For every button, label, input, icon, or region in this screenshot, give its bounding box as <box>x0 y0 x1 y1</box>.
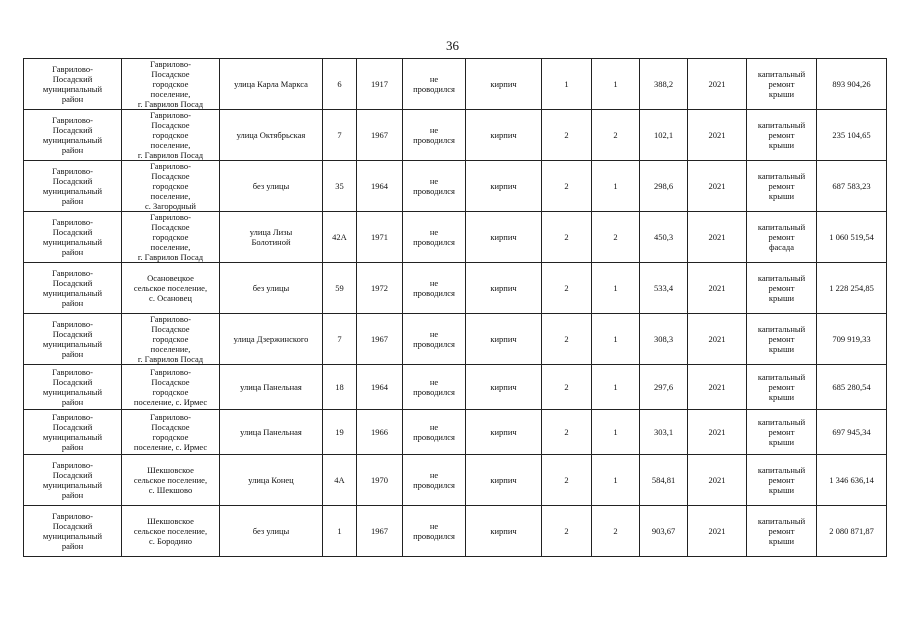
plan-year-cell: 2021 <box>688 410 747 455</box>
cost-cell: 1 228 254,85 <box>817 263 887 314</box>
district-cell: Гаврилово- Посадский муниципальный район <box>24 314 122 365</box>
settlement-cell: Гаврилово- Посадское городское поселение, г. Гаврилов Посад <box>122 110 220 161</box>
floors-cell: 2 <box>542 263 592 314</box>
build-year-cell: 1971 <box>357 212 403 263</box>
wall-material-cell: кирпич <box>466 506 542 557</box>
cost-cell: 687 583,23 <box>817 161 887 212</box>
house-number-cell: 7 <box>323 314 357 365</box>
cost-cell: 893 904,26 <box>817 59 887 110</box>
entrances-cell: 2 <box>592 506 640 557</box>
table-row <box>24 59 887 110</box>
work-type-cell: капитальный ремонт крыши <box>747 455 817 506</box>
plan-year-cell: 2021 <box>688 161 747 212</box>
settlement-cell: Гаврилово- Посадское городское поселение, с. Ирмес <box>122 410 220 455</box>
district-cell: Гаврилово- Посадский муниципальный район <box>24 59 122 110</box>
street-cell: без улицы <box>220 506 323 557</box>
plan-year-cell: 2021 <box>688 59 747 110</box>
build-year-cell: 1970 <box>357 455 403 506</box>
area-cell: 450,3 <box>640 212 688 263</box>
settlement-cell: Гаврилово- Посадское городское поселение, г. Гаврилов Посад <box>122 59 220 110</box>
cost-cell: 709 919,33 <box>817 314 887 365</box>
street-cell: улица Конец <box>220 455 323 506</box>
entrances-cell: 1 <box>592 314 640 365</box>
table-row <box>24 455 887 506</box>
house-number-cell: 18 <box>323 365 357 410</box>
work-type-cell: капитальный ремонт крыши <box>747 59 817 110</box>
table-row <box>24 314 887 365</box>
street-cell: без улицы <box>220 263 323 314</box>
street-cell: улица Дзержинского <box>220 314 323 365</box>
capital-repair-table <box>23 58 887 557</box>
entrances-cell: 1 <box>592 263 640 314</box>
wall-material-cell: кирпич <box>466 314 542 365</box>
plan-year-cell: 2021 <box>688 506 747 557</box>
area-cell: 102,1 <box>640 110 688 161</box>
entrances-cell: 1 <box>592 161 640 212</box>
wall-material-cell: кирпич <box>466 410 542 455</box>
privatization-cell: не проводился <box>403 110 466 161</box>
cost-cell: 235 104,65 <box>817 110 887 161</box>
build-year-cell: 1972 <box>357 263 403 314</box>
privatization-cell: не проводился <box>403 314 466 365</box>
cost-cell: 697 945,34 <box>817 410 887 455</box>
district-cell: Гаврилово- Посадский муниципальный район <box>24 506 122 557</box>
street-cell: улица Карла Маркса <box>220 59 323 110</box>
privatization-cell: не проводился <box>403 212 466 263</box>
work-type-cell: капитальный ремонт крыши <box>747 263 817 314</box>
build-year-cell: 1967 <box>357 506 403 557</box>
house-number-cell: 19 <box>323 410 357 455</box>
privatization-cell: не проводился <box>403 263 466 314</box>
cost-cell: 685 280,54 <box>817 365 887 410</box>
table-row <box>24 365 887 410</box>
floors-cell: 2 <box>542 314 592 365</box>
house-number-cell: 59 <box>323 263 357 314</box>
privatization-cell: не проводился <box>403 59 466 110</box>
floors-cell: 1 <box>542 59 592 110</box>
build-year-cell: 1964 <box>357 161 403 212</box>
street-cell: улица Октябрьская <box>220 110 323 161</box>
table-row <box>24 506 887 557</box>
floors-cell: 2 <box>542 410 592 455</box>
work-type-cell: капитальный ремонт крыши <box>747 410 817 455</box>
district-cell: Гаврилово- Посадский муниципальный район <box>24 161 122 212</box>
area-cell: 584,81 <box>640 455 688 506</box>
house-number-cell: 35 <box>323 161 357 212</box>
work-type-cell: капитальный ремонт крыши <box>747 365 817 410</box>
entrances-cell: 2 <box>592 212 640 263</box>
privatization-cell: не проводился <box>403 410 466 455</box>
table-row <box>24 161 887 212</box>
entrances-cell: 2 <box>592 110 640 161</box>
settlement-cell: Гаврилово- Посадское городское поселение, с. Загородный <box>122 161 220 212</box>
floors-cell: 2 <box>542 161 592 212</box>
settlement-cell: Осановецкое сельское поселение, с. Осановец <box>122 263 220 314</box>
street-cell: улица Панельная <box>220 365 323 410</box>
entrances-cell: 1 <box>592 59 640 110</box>
plan-year-cell: 2021 <box>688 110 747 161</box>
district-cell: Гаврилово- Посадский муниципальный район <box>24 455 122 506</box>
table-row <box>24 263 887 314</box>
house-number-cell: 7 <box>323 110 357 161</box>
street-cell: улица Лизы Болотиной <box>220 212 323 263</box>
wall-material-cell: кирпич <box>466 365 542 410</box>
plan-year-cell: 2021 <box>688 263 747 314</box>
cost-cell: 2 080 871,87 <box>817 506 887 557</box>
area-cell: 533,4 <box>640 263 688 314</box>
build-year-cell: 1917 <box>357 59 403 110</box>
table-row <box>24 410 887 455</box>
area-cell: 388,2 <box>640 59 688 110</box>
entrances-cell: 1 <box>592 410 640 455</box>
work-type-cell: капитальный ремонт крыши <box>747 110 817 161</box>
work-type-cell: капитальный ремонт крыши <box>747 506 817 557</box>
floors-cell: 2 <box>542 455 592 506</box>
privatization-cell: не проводился <box>403 506 466 557</box>
cost-cell: 1 346 636,14 <box>817 455 887 506</box>
floors-cell: 2 <box>542 212 592 263</box>
street-cell: улица Панельная <box>220 410 323 455</box>
wall-material-cell: кирпич <box>466 212 542 263</box>
floors-cell: 2 <box>542 110 592 161</box>
district-cell: Гаврилово- Посадский муниципальный район <box>24 110 122 161</box>
plan-year-cell: 2021 <box>688 365 747 410</box>
work-type-cell: капитальный ремонт крыши <box>747 161 817 212</box>
wall-material-cell: кирпич <box>466 59 542 110</box>
work-type-cell: капитальный ремонт крыши <box>747 314 817 365</box>
plan-year-cell: 2021 <box>688 212 747 263</box>
house-number-cell: 6 <box>323 59 357 110</box>
build-year-cell: 1964 <box>357 365 403 410</box>
house-number-cell: 4А <box>323 455 357 506</box>
build-year-cell: 1967 <box>357 314 403 365</box>
street-cell: без улицы <box>220 161 323 212</box>
privatization-cell: не проводился <box>403 161 466 212</box>
work-type-cell: капитальный ремонт фасада <box>747 212 817 263</box>
district-cell: Гаврилово- Посадский муниципальный район <box>24 410 122 455</box>
district-cell: Гаврилово- Посадский муниципальный район <box>24 263 122 314</box>
wall-material-cell: кирпич <box>466 161 542 212</box>
area-cell: 297,6 <box>640 365 688 410</box>
entrances-cell: 1 <box>592 455 640 506</box>
settlement-cell: Шекшовское сельское поселение, с. Бородино <box>122 506 220 557</box>
settlement-cell: Шекшовское сельское поселение, с. Шекшово <box>122 455 220 506</box>
wall-material-cell: кирпич <box>466 263 542 314</box>
wall-material-cell: кирпич <box>466 110 542 161</box>
plan-year-cell: 2021 <box>688 455 747 506</box>
privatization-cell: не проводился <box>403 365 466 410</box>
page-number: 36 <box>446 38 459 53</box>
district-cell: Гаврилово- Посадский муниципальный район <box>24 212 122 263</box>
house-number-cell: 1 <box>323 506 357 557</box>
floors-cell: 2 <box>542 365 592 410</box>
privatization-cell: не проводился <box>403 455 466 506</box>
district-cell: Гаврилово- Посадский муниципальный район <box>24 365 122 410</box>
plan-year-cell: 2021 <box>688 314 747 365</box>
cost-cell: 1 060 519,54 <box>817 212 887 263</box>
settlement-cell: Гаврилово- Посадское городское поселение, г. Гаврилов Посад <box>122 314 220 365</box>
area-cell: 303,1 <box>640 410 688 455</box>
table-row <box>24 212 887 263</box>
house-number-cell: 42А <box>323 212 357 263</box>
table-row <box>24 110 887 161</box>
floors-cell: 2 <box>542 506 592 557</box>
build-year-cell: 1967 <box>357 110 403 161</box>
entrances-cell: 1 <box>592 365 640 410</box>
settlement-cell: Гаврилово- Посадское городское поселение, с. Ирмес <box>122 365 220 410</box>
area-cell: 298,6 <box>640 161 688 212</box>
wall-material-cell: кирпич <box>466 455 542 506</box>
area-cell: 903,67 <box>640 506 688 557</box>
build-year-cell: 1966 <box>357 410 403 455</box>
area-cell: 308,3 <box>640 314 688 365</box>
settlement-cell: Гаврилово- Посадское городское поселение, г. Гаврилов Посад <box>122 212 220 263</box>
